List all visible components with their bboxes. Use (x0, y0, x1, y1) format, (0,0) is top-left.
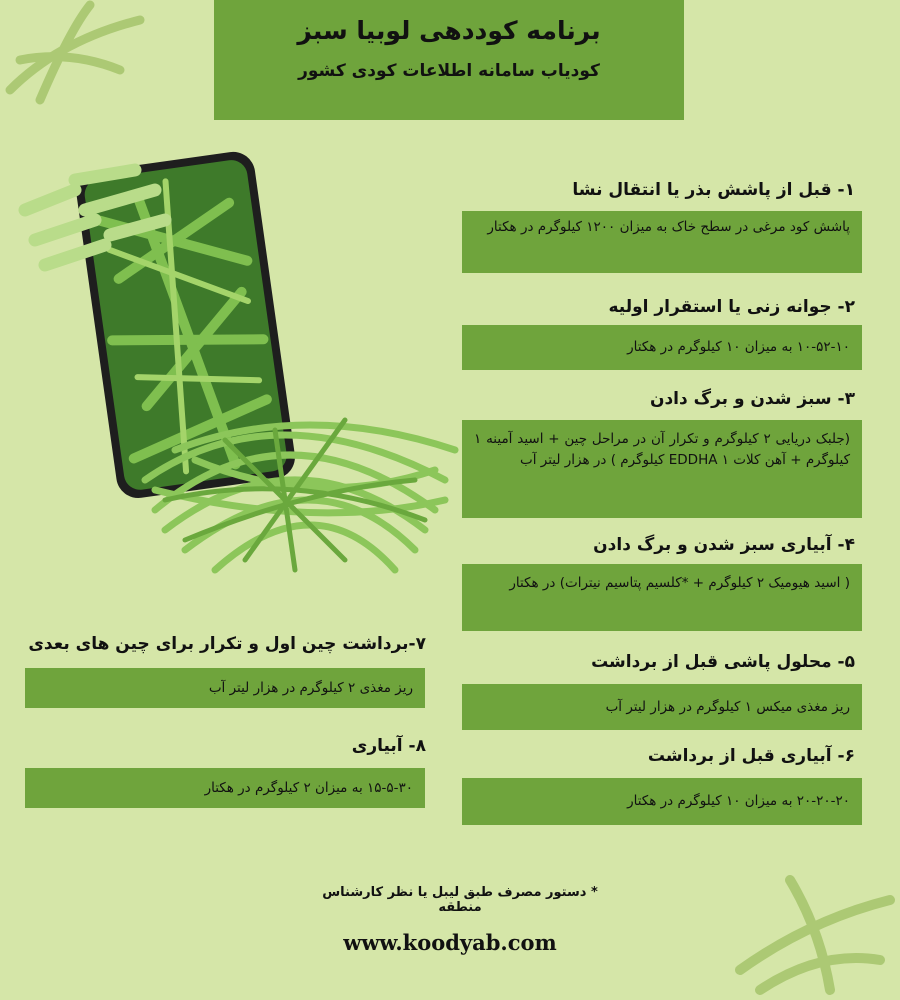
step-6-box (462, 778, 862, 825)
website-link[interactable]: www.koodyab.com (343, 930, 557, 955)
step-7-text: ریز مغذی ۲ کیلوگرم در هزار لیتر آب (208, 679, 413, 696)
step-4-title: ۴- آبیاری سبز شدن و برگ دادن (593, 535, 855, 555)
step-2-title: ۲- جوانه زنی یا استقرار اولیه (608, 297, 855, 317)
step-3-title: ۳- سبز شدن و برگ دادن (649, 389, 855, 409)
page-title: برنامه کوددهی لوبیا سبز (297, 16, 601, 45)
bean-sprig-bottom-right-decoration (730, 860, 900, 1000)
step-1-title: ۱- قبل از پاشش بذر یا انتقال نشا (572, 180, 855, 200)
step-4-box (462, 564, 862, 631)
step-3-box (462, 420, 862, 518)
phone-green-beans-illustration (15, 150, 465, 590)
step-7-box (25, 668, 425, 708)
step-8-title: ۸- آبیاری (351, 736, 426, 756)
step-8-box (25, 768, 425, 808)
step-1-box (462, 211, 862, 273)
step-6-text: ۲۰-۲۰-۲۰ به میزان ۱۰ کیلوگرم در هکتار (627, 793, 850, 809)
step-8-text: ۱۵-۵-۳۰ به میزان ۲ کیلوگرم در هکتار (204, 779, 413, 796)
header-banner (214, 0, 684, 120)
step-2-text: ۱۰-۵۲-۱۰ به میزان ۱۰ کیلوگرم در هکتار (627, 339, 850, 355)
step-3-text: (جلبک دریایی ۲ کیلوگرم و تکرار آن در مراحل چین + اسید آمینه ۱ کیلوگرم + آهن کلات EDDHA ۱ کیلوگرم ) در هزار لیتر آب (474, 431, 850, 468)
step-5-title: ۵- محلول پاشی قبل از برداشت (591, 652, 855, 672)
step-6-title: ۶- آبیاری قبل از برداشت (647, 746, 855, 766)
step-7-title: ۷-برداشت چین اول و تکرار برای چین های بعدی (28, 634, 426, 654)
step-5-box (462, 684, 862, 730)
step-2-box (462, 325, 862, 370)
step-5-text: ریز مغذی میکس ۱ کیلوگرم در هزار لیتر آب (605, 698, 850, 715)
usage-note: * دستور مصرف طبق لیبل یا نظر کارشناس منطقه (322, 885, 598, 915)
step-1-text: پاشش کود مرغی در سطح خاک به میزان ۱۲۰۰ کیلوگرم در هکتار (487, 219, 850, 235)
page-subtitle: کودیاب سامانه اطلاعات کودی کشور (298, 61, 600, 81)
step-4-text: ( اسید هیومیک ۲ کیلوگرم + *کلسیم پتاسیم نیترات) در هکتار (509, 575, 850, 591)
bean-sprig-top-left-decoration (0, 0, 160, 110)
